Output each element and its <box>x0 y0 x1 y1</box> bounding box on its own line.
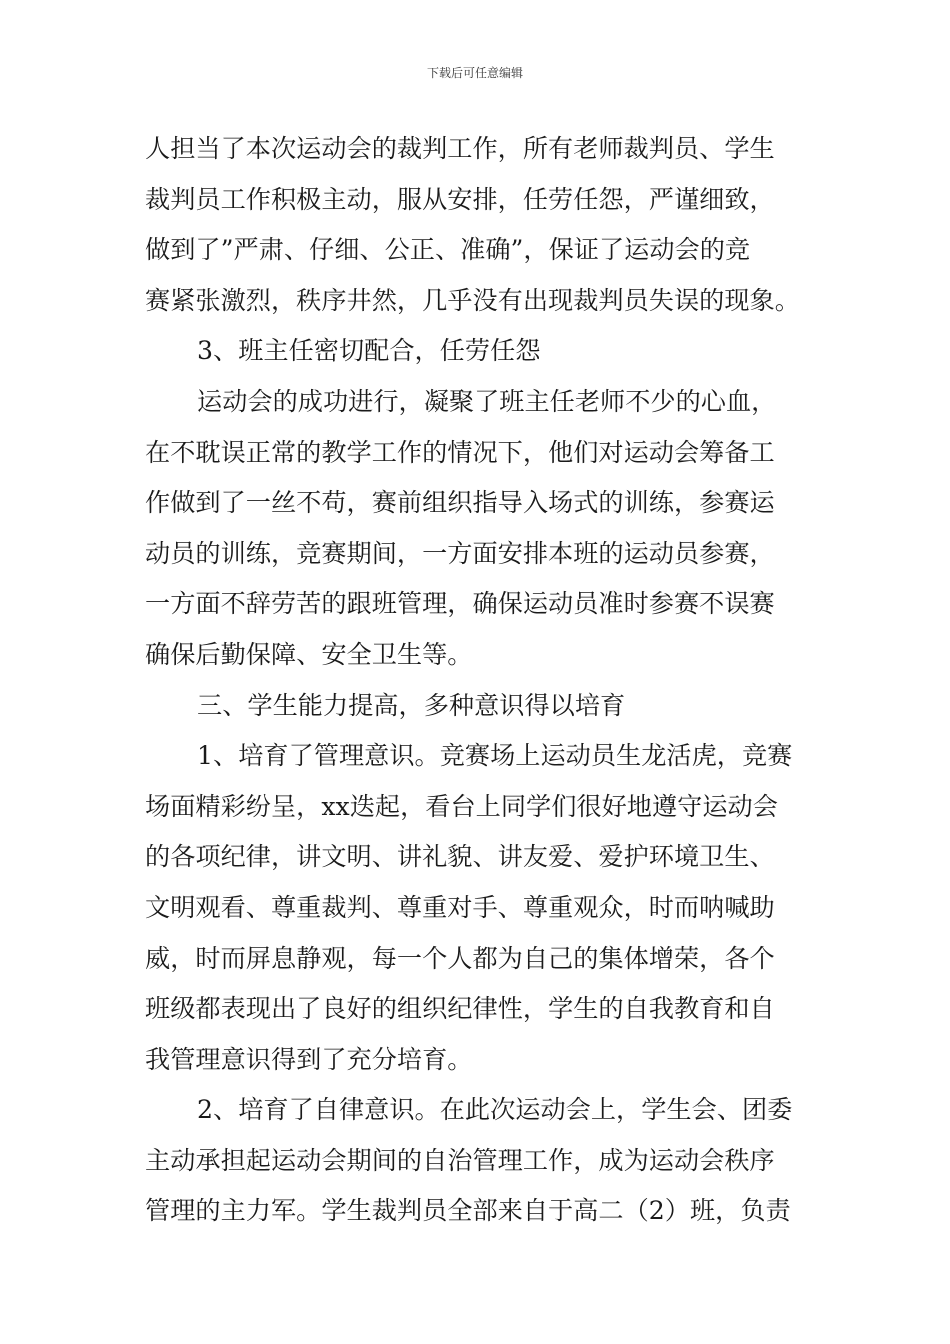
text-line: 运动会的成功进行，凝聚了班主任老师不少的心血， <box>197 386 777 416</box>
text-line: 文明观看、尊重裁判、尊重对手、尊重观众，时而呐喊助 <box>145 892 775 922</box>
text-line: 动员的训练，竞赛期间，一方面安排本班的运动员参赛， <box>145 538 775 568</box>
text-line: 一方面不辞劳苦的跟班管理，确保运动员准时参赛不误赛 <box>145 589 775 619</box>
text-line: 赛紧张激烈，秩序井然，几乎没有出现裁判员失误的现象。 <box>145 285 800 315</box>
text-line: 威，时而屏息静观，每一个人都为自己的集体增荣，各个 <box>145 943 775 973</box>
text-line: 作做到了一丝不苟，赛前组织指导入场式的训练，参赛运 <box>145 488 775 518</box>
document-body <box>145 124 810 1237</box>
text-line: 在不耽误正常的教学工作的情况下，他们对运动会筹备工 <box>145 437 775 467</box>
text-line: 3、班主任密切配合，任劳任怨 <box>197 336 541 366</box>
text-line: 三、学生能力提高，多种意识得以培育 <box>197 690 626 720</box>
text-line: 的各项纪律，讲文明、讲礼貌、讲友爱、爱护环境卫生、 <box>145 842 775 872</box>
page-header: 下载后可任意编辑 <box>426 66 523 80</box>
text-line: 裁判员工作积极主动，服从安排，任劳任怨，严谨细致， <box>145 184 775 214</box>
text-line: 管理的主力军。学生裁判员全部来自于高二（2）班，负责 <box>145 1196 791 1226</box>
text-line: 做到了”严肃、仔细、公正、准确”，保证了运动会的竞 <box>145 235 751 265</box>
text-line: 主动承担起运动会期间的自治管理工作，成为运动会秩序 <box>145 1145 775 1175</box>
text-line: 我管理意识得到了充分培育。 <box>145 1044 473 1074</box>
text-line: 班级都表现出了良好的组织纪律性，学生的自我教育和自 <box>145 994 775 1024</box>
text-line: 1、培育了管理意识。竞赛场上运动员生龙活虎，竞赛 <box>197 741 793 771</box>
text-line: 确保后勤保障、安全卫生等。 <box>145 639 473 669</box>
text-line: 场面精彩纷呈，xx迭起，看台上同学们很好地遵守运动会 <box>145 791 778 821</box>
text-line: 2、培育了自律意识。在此次运动会上，学生会、团委 <box>197 1095 793 1125</box>
text-line: 人担当了本次运动会的裁判工作，所有老师裁判员、学生 <box>145 134 775 163</box>
